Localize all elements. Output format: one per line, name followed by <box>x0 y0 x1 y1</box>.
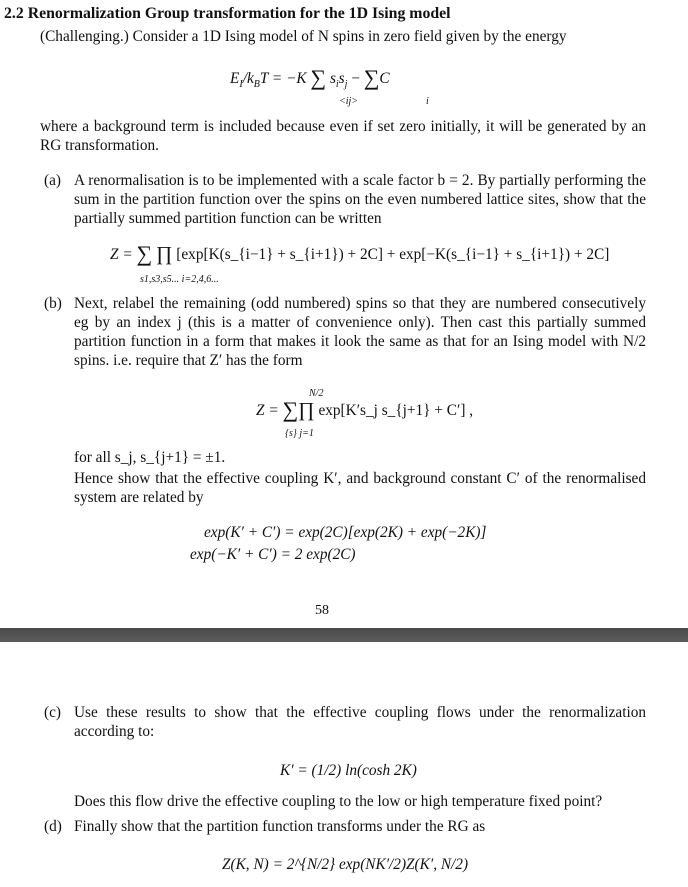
partial-sum-indices: s1,s3,s5... i=2,4,6... <box>140 274 219 285</box>
part-b-label: (b) <box>44 295 62 312</box>
energy-sum2-index: i <box>426 96 429 107</box>
part-a-label: (a) <box>44 172 61 189</box>
coupling-flow-equation: K′ = (1/2) ln(cosh 2K) <box>280 762 417 779</box>
fixed-point-question: Does this flow drive the effective coupling to the low or high temperature fixed point? <box>74 793 603 810</box>
section-number: 2.2 <box>4 5 24 22</box>
page-number: 58 <box>315 603 329 618</box>
part-c-text: Use these results to show that the effective coupling flows under the renormalization according to: <box>74 704 646 740</box>
energy-sum-index: <ij> <box>339 96 359 107</box>
section-heading: Renormalization Group transformation for the 1D Ising model <box>27 5 451 22</box>
partition-transform-equation: Z(K, N) = 2^{N/2} exp(NK′/2)Z(K′, N/2) <box>222 856 469 873</box>
prod-upper-limit: N/2 <box>309 388 324 399</box>
part-d-label: (d) <box>44 818 62 835</box>
part-d-text: Finally show that the partition function transforms under the RG as <box>74 818 486 835</box>
relation-equation-1: exp(K′ + C′) = exp(2C)[exp(2K) + exp(−2K)] <box>204 524 487 541</box>
page-separator <box>0 628 688 642</box>
section-title <box>4 4 451 23</box>
part-c-label: (c) <box>44 704 61 721</box>
part-d <box>44 817 646 836</box>
part-a-text: A renormalisation is to be implemented with a scale factor b = 2. By partially performing the sum in the partition function over the spins on the even numbered lattice sites, show that the partially summed partition function can be written <box>74 172 646 227</box>
part-a <box>44 171 646 228</box>
part-b <box>44 294 646 370</box>
renormalized-partition-equation: Z = ∑∏ exp[K′s_j s_{j+1} + C′] , <box>256 397 474 422</box>
intro-paragraph: (Challenging.) Consider a 1D Ising model of N spins in zero field given by the energy <box>40 28 567 45</box>
part-b-text: Next, relabel the remaining (odd numbered) spins so that they are numbered consecutively eg by an index j (this is a matter of convenience only). Then cast this partially summed partition function in a form that makes it look the same as that for an Ising model with N/2 spins. i.e. require that Z′ has the form <box>74 295 646 369</box>
partial-sum-equation: Z = ∑ ∏ [exp[K(s_{i−1} + s_{i+1}) + 2C] + exp[−K(s_{i−1} + s_{i+1}) + 2C] <box>110 241 610 266</box>
coupling-relation-paragraph: Hence show that the effective coupling K′, and background constant C′ of the renormalised system are related by <box>74 470 646 506</box>
sum-prod-lower-indices: {s} j=1 <box>285 428 314 439</box>
part-c <box>44 703 646 741</box>
background-term-paragraph: where a background term is included because even if set zero initially, it will be generated by an RG transformation. <box>40 118 646 154</box>
spin-values-line: for all s_j, s_{j+1} = ±1. <box>74 449 226 466</box>
partial-sum-body: [exp[K(s_{i−1} + s_{i+1}) + 2C] + exp[−K(s_{i−1} + s_{i+1}) + 2C] <box>176 246 610 263</box>
relation-equation-2: exp(−K′ + C′) = 2 exp(2C) <box>190 546 356 563</box>
energy-equation: $E_I/k_BT = -K$ ∑ $s_is_j - \sum C$ <box>230 65 390 91</box>
